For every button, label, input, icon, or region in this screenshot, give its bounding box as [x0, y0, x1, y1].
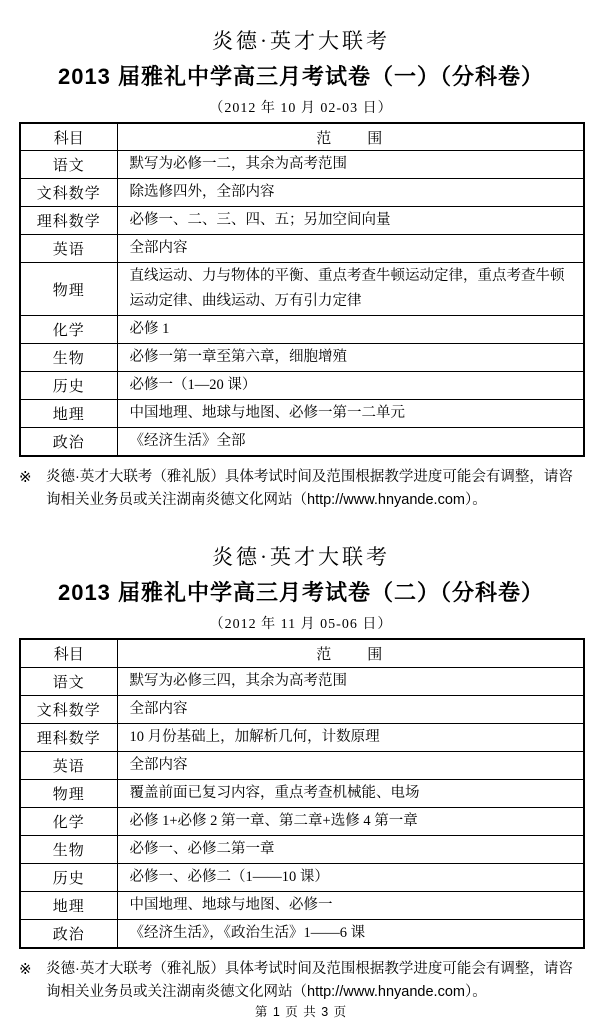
- note-marker: ※: [19, 469, 32, 486]
- subject-cell: 历史: [20, 864, 117, 892]
- note: [19, 958, 585, 1004]
- exam-date: （2012 年 11 月 05-06 日）: [209, 617, 393, 632]
- table-row: [20, 179, 584, 207]
- scope-cell: 全部内容: [117, 696, 584, 724]
- subject-cell: 语文: [20, 668, 117, 696]
- exam-date: （2012 年 10 月 02-03 日）: [209, 101, 393, 116]
- subject-cell: 理科数学: [20, 207, 117, 235]
- subject-cell: 英语: [20, 235, 117, 263]
- scope-cell: 默写为必修三四，其余为高考范围: [117, 668, 584, 696]
- scope-cell: 必修 1: [117, 316, 584, 344]
- scope-cell: 10 月份基础上，加解析几何，计数原理: [117, 724, 584, 752]
- page-number: 第 1 页 共 3 页: [254, 1005, 348, 1019]
- subject-cell: 物理: [20, 263, 117, 316]
- exam-title: 2013 届雅礼中学高三月考试卷（二）（分科卷）: [57, 580, 545, 605]
- exam-section-2: [0, 542, 602, 1004]
- table-row: [20, 316, 584, 344]
- table-row: [20, 836, 584, 864]
- scope-cell: 必修一（1—20 课）: [117, 372, 584, 400]
- scope-cell: 《经济生活》，《政治生活》1——6 课: [117, 920, 584, 949]
- table-row: [20, 808, 584, 836]
- note-marker: ※: [19, 961, 32, 978]
- table-header-row: [20, 639, 584, 668]
- table-row: [20, 263, 584, 316]
- scope-cell: 《经济生活》全部: [117, 428, 584, 457]
- scope-cell: 全部内容: [117, 235, 584, 263]
- subject-cell: 历史: [20, 372, 117, 400]
- scope-cell: 直线运动、力与物体的平衡、重点考查牛顿运动定律，重点考查牛顿运动定律、曲线运动、万有引力定律: [117, 263, 584, 316]
- subject-cell: 地理: [20, 892, 117, 920]
- brand-title: 炎德·英才大联考: [212, 545, 390, 569]
- table-row: [20, 920, 584, 949]
- subject-cell: 政治: [20, 920, 117, 949]
- subject-cell: 文科数学: [20, 179, 117, 207]
- subject-cell: 语文: [20, 151, 117, 179]
- scope-cell: 除选修四外，全部内容: [117, 179, 584, 207]
- brand-title: 炎德·英才大联考: [212, 29, 390, 53]
- exam-section-1: [0, 26, 602, 512]
- table-row: [20, 344, 584, 372]
- note: [19, 466, 585, 512]
- scope-cell: 全部内容: [117, 752, 584, 780]
- table-header-row: [20, 123, 584, 151]
- scope-cell: 必修一第一章至第六章，细胞增殖: [117, 344, 584, 372]
- table-row: [20, 752, 584, 780]
- exam-title: 2013 届雅礼中学高三月考试卷（一）（分科卷）: [57, 64, 545, 89]
- scope-cell: 必修一、必修二第一章: [117, 836, 584, 864]
- table-row: [20, 372, 584, 400]
- col-header-subject: 科目: [20, 639, 117, 668]
- scope-cell: 中国地理、地球与地图、必修一: [117, 892, 584, 920]
- table-row: [20, 207, 584, 235]
- table-row: [20, 235, 584, 263]
- subject-cell: 物理: [20, 780, 117, 808]
- col-header-scope: 范 围: [117, 639, 584, 668]
- table-row: [20, 724, 584, 752]
- note-text: 炎德·英才大联考（雅礼版）具体考试时间及范围根据教学进度可能会有调整，请咨询相关业务员或关注湖南炎德文化网站（http://www.hnyande.com）。: [46, 961, 573, 1000]
- subject-cell: 生物: [20, 836, 117, 864]
- table-row: [20, 780, 584, 808]
- subject-cell: 英语: [20, 752, 117, 780]
- table-row: [20, 892, 584, 920]
- subject-cell: 地理: [20, 400, 117, 428]
- col-header-subject: 科目: [20, 123, 117, 151]
- scope-table-1: [19, 122, 585, 457]
- scope-cell: 默写为必修一二，其余为高考范围: [117, 151, 584, 179]
- col-header-scope: 范 围: [117, 123, 584, 151]
- subject-cell: 政治: [20, 428, 117, 457]
- scope-cell: 覆盖前面已复习内容，重点考查机械能、电场: [117, 780, 584, 808]
- table-row: [20, 864, 584, 892]
- scope-table-2: [19, 638, 585, 949]
- scope-cell: 必修一、必修二（1——10 课）: [117, 864, 584, 892]
- subject-cell: 文科数学: [20, 696, 117, 724]
- table-row: [20, 696, 584, 724]
- table-row: [20, 428, 584, 457]
- scope-cell: 必修一、二、三、四、五；另加空间向量: [117, 207, 584, 235]
- subject-cell: 化学: [20, 316, 117, 344]
- scope-cell: 必修 1+必修 2 第一章、第二章+选修 4 第一章: [117, 808, 584, 836]
- subject-cell: 化学: [20, 808, 117, 836]
- subject-cell: 生物: [20, 344, 117, 372]
- table-row: [20, 151, 584, 179]
- table-row: [20, 668, 584, 696]
- subject-cell: 理科数学: [20, 724, 117, 752]
- note-text: 炎德·英才大联考（雅礼版）具体考试时间及范围根据教学进度可能会有调整，请咨询相关业务员或关注湖南炎德文化网站（http://www.hnyande.com）。: [46, 469, 573, 508]
- scope-cell: 中国地理、地球与地图、必修一第一二单元: [117, 400, 584, 428]
- table-row: [20, 400, 584, 428]
